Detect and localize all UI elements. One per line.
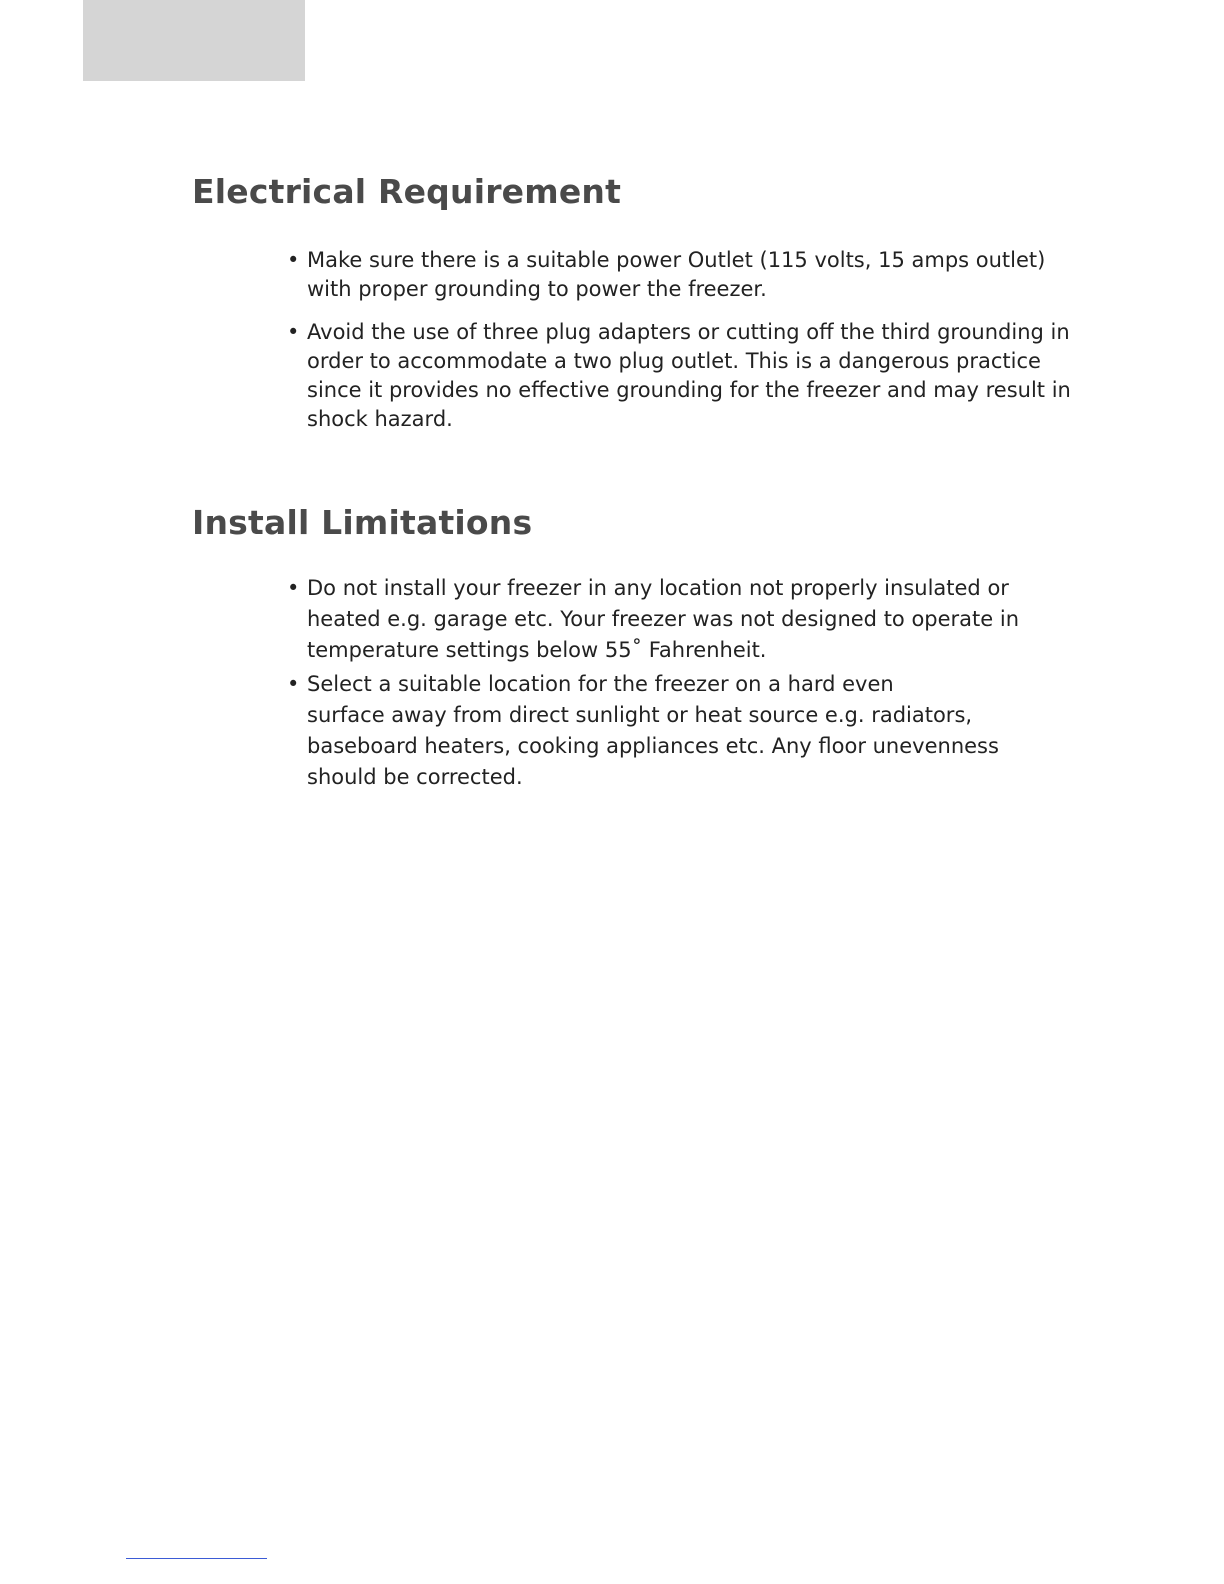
install-limitations-heading: Install Limitations — [192, 503, 533, 542]
text-line: since it provides no effective grounding for the freezer and may result in — [307, 378, 1071, 402]
text-line: order to accommodate a two plug outlet. This is a dangerous practice — [307, 349, 1041, 373]
text-line: should be corrected. — [307, 765, 523, 789]
install-limitations-list — [287, 573, 1027, 796]
bullet-icon: • — [287, 248, 300, 272]
text-line: surface away from direct sunlight or heat source e.g. radiators, — [307, 703, 973, 727]
list-item — [287, 246, 1046, 304]
list-item — [287, 573, 1027, 666]
text-line: Do not install your freezer in any location not properly insulated or — [307, 576, 1009, 600]
bullet-icon: • — [287, 672, 300, 696]
bullet-icon: • — [287, 576, 300, 600]
text-line: baseboard heaters, cooking appliances etc. Any floor unevenness — [307, 734, 999, 758]
page-corner-tab — [83, 0, 305, 81]
footer-rule — [126, 1558, 267, 1559]
text-line: Avoid the use of three plug adapters or cutting off the third grounding in — [307, 320, 1070, 344]
electrical-requirement-list — [287, 246, 1071, 448]
text-line: temperature settings below 55˚ Fahrenheit. — [307, 638, 767, 662]
text-line: heated e.g. garage etc. Your freezer was not designed to operate in — [307, 607, 1020, 631]
text-line: shock hazard. — [307, 407, 453, 431]
electrical-requirement-heading: Electrical Requirement — [192, 172, 622, 211]
list-item — [287, 669, 1027, 793]
text-line: Select a suitable location for the freezer on a hard even — [307, 672, 894, 696]
text-line: with proper grounding to power the freezer. — [307, 277, 767, 301]
text-line: Make sure there is a suitable power Outlet (115 volts, 15 amps outlet) — [307, 248, 1046, 272]
list-item — [287, 318, 1071, 434]
bullet-icon: • — [287, 320, 300, 344]
